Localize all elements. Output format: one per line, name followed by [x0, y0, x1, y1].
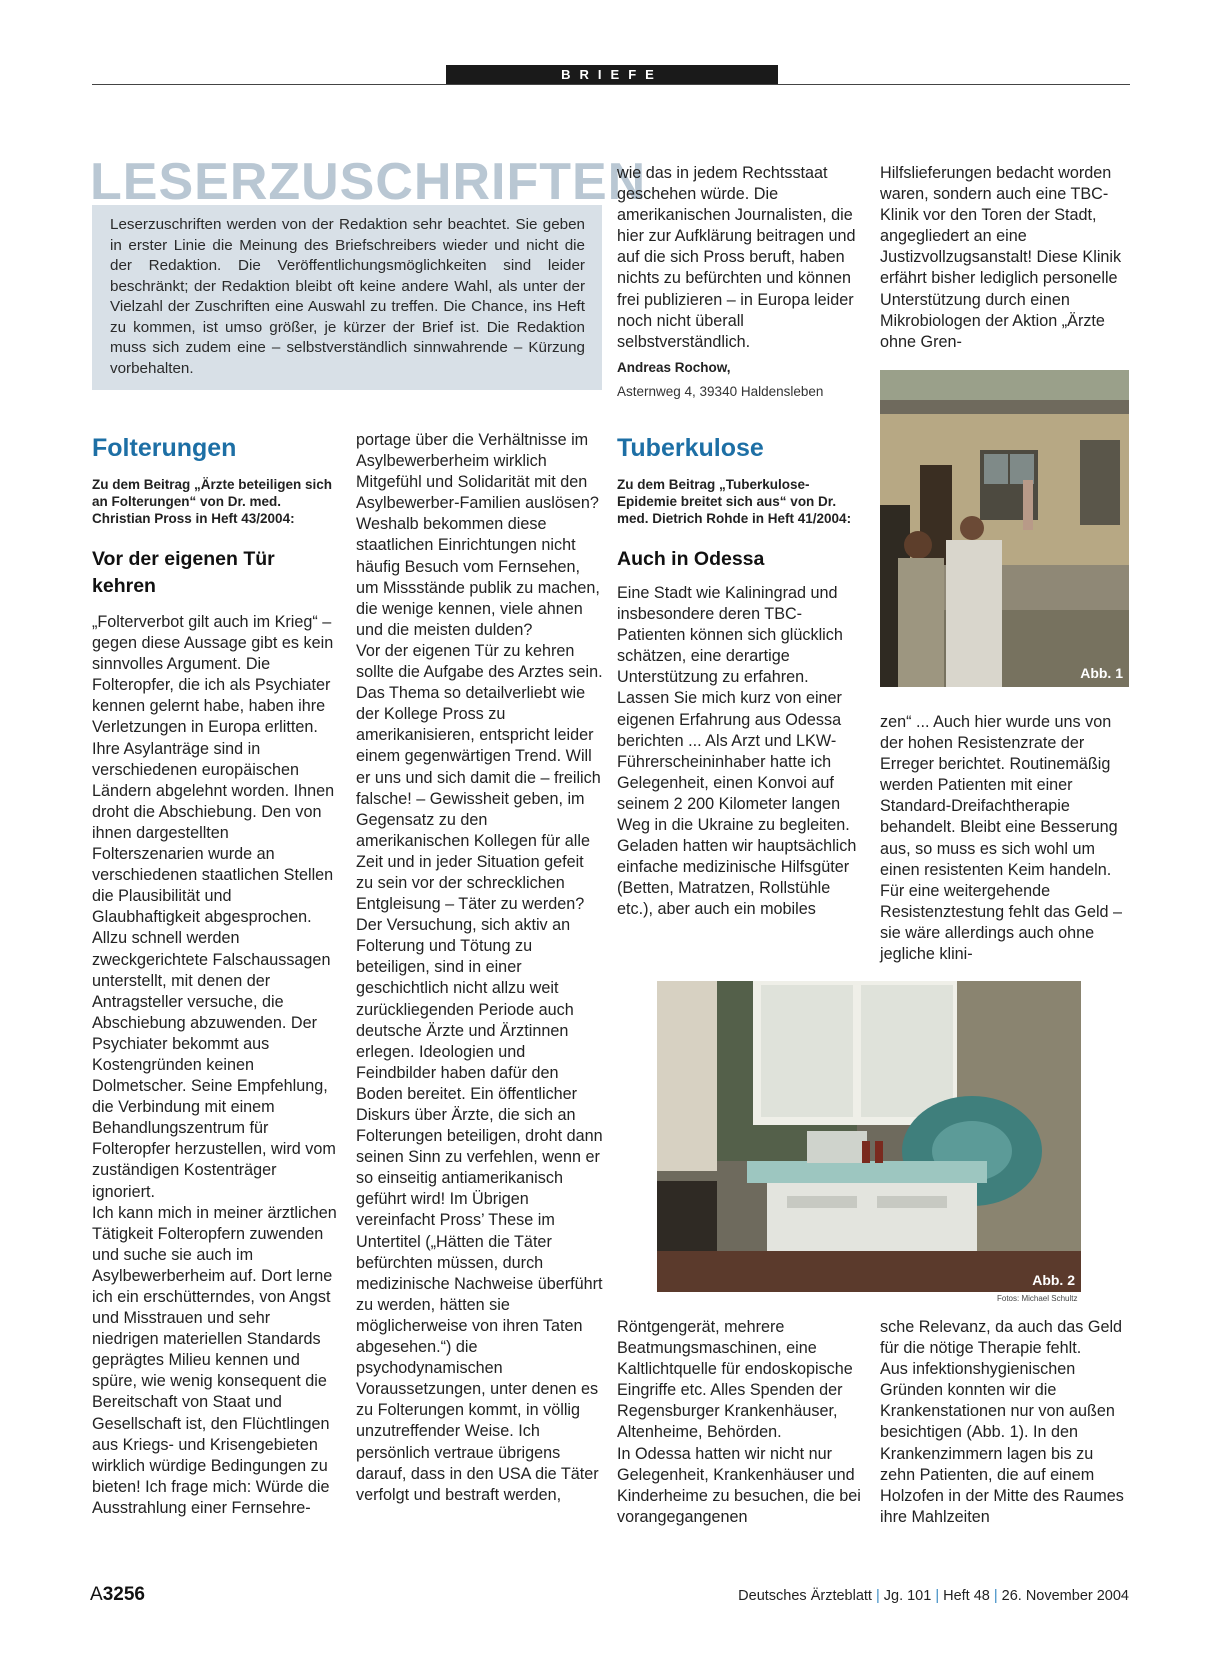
prev-letter-author: Andreas Rochow, [617, 359, 731, 375]
header-rule [92, 84, 1130, 85]
journal-date: 26. November 2004 [1001, 1588, 1129, 1604]
folterungen-col1-text: „Folterverbot gilt auch im Krieg“ – gegen diese Aussage gibt es kein sinnvolles Argument. Die Folteropfer, die ich als Psychiater kennen gelernt habe, haben ihre Verletzungen in Europa erlitten. Ihre Asylanträge sind in verschiedenen europäischen Ländern abgelehnt worden. Ihnen droht die Abschiebung. Den von ihnen dargestellten Folterszenarien wurde an verschiedenen staatlichen Stellen die Plausibilität und Glaubhaftigkeit abgesprochen. Allzu schnell werden zweckgerichtete Falschaussagen unterstellt, mit denen der Antragsteller versuche, die Abschiebung abzuwenden. Der Psychiater bekommt aus Kostengründen keinen Dolmetscher. Seine Empfehlung, die Verbindung mit einem Behandlungszentrum für Folteropfer herzustellen, wird vom zuständigen Kostenträger ignoriert. [92, 613, 336, 1201]
journal-footer: Deutsches Ärzteblatt | Jg. 101 | Heft 48 | 26. November 2004 [738, 1588, 1129, 1604]
tbc-col4-bottom [880, 1317, 1129, 1528]
tuberkulose-col3-text: Eine Stadt wie Kaliningrad und insbesondere deren TBC-Patienten können sich glücklich schätzen, eine derartige Unterstützung zu erfahren. Lassen Sie mich kurz von einer eigenen Erfahrung aus Odessa berichten ... Als Arzt und LKW-Führerscheininhaber hatte ich Gelegenheit, einen Konvoi auf seinem 2 200 Kilometer langen Weg in die Ukraine zu begleiten. Geladen hatten wir hauptsächlich einfache medizinische Hilfsgüter (Betten, Matratzen, Rollstühle etc.), aber auch ein mobiles [617, 584, 857, 919]
journal-volume: Jg. 101 [883, 1588, 932, 1604]
tbc-col4-mid-text: zen“ ... Auch hier wurde uns von der hohen Resistenzrate der Erreger berichtet. Routinemäßig werden Patienten mit einer Standard-Dreifachtherapie behandelt. Bleibt eine Besserung aus, so muss es sich wohl um einen resistenten Keim handeln. Für eine weitergehende Resistenztestung fehlt das Geld – sie wäre allerdings auch ohne jegliche klini- [880, 713, 1123, 964]
page-prefix: A [90, 1584, 103, 1605]
folterungen-col2 [356, 430, 604, 1506]
figure-1-label: Abb. 1 [1080, 665, 1123, 681]
tuberkulose-col3 [617, 432, 865, 921]
tuberkulose-letter-title: Auch in Odessa [617, 548, 765, 570]
figure-1-photo [880, 370, 1129, 687]
prev-letter-address: Asternweg 4, 39340 Haldensleben [617, 383, 824, 399]
tuberkulose-reference: Zu dem Beitrag „Tuberkulose-Epidemie breitet sich aus“ von Dr. med. Dietrich Rohde in Heft 41/2004: [617, 477, 852, 526]
tbc-col4-bottom-text-2: Aus infektionshygienischen Gründen konnten wir die Krankenstationen nur von außen besichtigen (Abb. 1). In den Krankenzimmern lagen bis zu zehn Patienten, die auf einem Holzofen in der Mitte des Raumes ihre Mahlzeiten [880, 1360, 1124, 1526]
prev-letter-text: wie das in jedem Rechtsstaat geschehen würde. Die amerikanischen Journalisten, die hier zur Aufklärung beitragen und auf die sich Pross beruft, haben nichts zu befürchten und können frei publizieren – in Europa leider noch nicht überall selbstverständlich. [617, 164, 856, 351]
folterungen-col1 [92, 432, 340, 1519]
journal-name: Deutsches Ärzteblatt [738, 1588, 872, 1604]
tbc-col3-bottom-text: Röntgengerät, mehrere Beatmungsmaschinen, eine Kaltlichtquelle für endoskopische Eingriffe etc. Alles Spenden der Regensburger Krankenhäuser, Altenheime, Behörden. [617, 1318, 853, 1442]
intro-text: Leserzuschriften werden von der Redaktion sehr beachtet. Sie geben in erster Linie die Meinung des Briefschreibers wieder und nicht die der Redaktion. Die Veröffentlichungsmöglichkeiten sind leider beschränkt; der Redaktion bleibt oft keine andere Wahl, als unter der Vielzahl der Zuschriften eine Auswahl zu treffen. Die Chance, ins Heft zu kommen, ist umso größer, je kürzer der Brief ist. Die Redaktion muss sich zudem eine – selbstverständlich sinnwahrende – Kürzung vorbehalten. [110, 216, 585, 377]
clinic-building-image [880, 370, 1129, 687]
tbc-col4-top [880, 163, 1128, 353]
figure-2-label: Abb. 2 [1032, 1272, 1075, 1288]
tbc-col4-top-text: Hilfslieferungen bedacht worden waren, sondern auch eine TBC-Klinik vor den Toren der Stadt, angegliedert an eine Justizvollzugsanstalt! Diese Klinik erfährt bisher lediglich personelle Unterstützung durch einen Mikrobiologen der Aktion „Ärzte ohne Gren- [880, 164, 1122, 351]
section-title-tuberkulose: Tuberkulose [617, 434, 764, 462]
tbc-col3-bottom-text-2: In Odessa hatten wir nicht nur Gelegenheit, Krankenhäuser und Kinderheime zu besuchen, die bei vorangegangenen [617, 1444, 861, 1526]
prev-letter [617, 163, 862, 402]
folterungen-col1-text-2: Ich kann mich in meiner ärztlichen Tätigkeit Folteropfern zuwenden und suche sie auch im Asylbewerberheim auf. Dort lerne ich ein erschütterndes, von Angst und Misstrauen und sehr niedrigen materiellen Standards geprägtes Milieu kennen und spüre, wie wenig konsequent die Bereitschaft von Staat und Gesellschaft ist, den Flüchtlingen aus Kriegs- und Krisengebieten wirklich würdige Bedingungen zu bieten! Ich frage mich: Würde die Ausstrahlung einer Fernsehre- [92, 1203, 337, 1517]
clinic-room-image [657, 981, 1081, 1292]
section-header: BRIEFE [446, 65, 778, 85]
tbc-col4-bottom-text: sche Relevanz, da auch das Geld für die nötige Therapie fehlt. [880, 1318, 1123, 1358]
tbc-col4-mid [880, 712, 1129, 965]
section-title-folterungen: Folterungen [92, 434, 237, 462]
page-number-value: 3256 [102, 1584, 145, 1605]
figure-2-photo [657, 981, 1081, 1292]
folterungen-col2-text: portage über die Verhältnisse im Asylbewerberheim wirklich Mitgefühl und Solidarität mit den Asylbewerber-Familien auslösen? Weshalb bekommen diese staatlichen Einrichtungen nicht häufig Besuch vom Fernsehen, um Missstände publik zu machen, die wenige kennen, viele ahnen und die meisten dulden? [356, 431, 600, 639]
page-title: LESERZUSCHRIFTEN [90, 153, 647, 211]
folterungen-col2-text-2: Vor der eigenen Tür zu kehren sollte die Aufgabe des Arztes sein. Das Thema so detailverliebt wie der Kollege Pross zu amerikanisieren, entspricht leider einem gegenwärtigen Trend. Will er uns und sich damit die – freilich falsche! – Gewissheit geben, im Gegensatz zu den amerikanischen Kollegen für alle Zeit und in jeder Situation gefeit zu sein vor der schrecklichen Entgleisung – Täter zu werden? Der Versuchung, sich aktiv an Folterung und Tötung zu beteiligen, sind in einer geschichtlich nicht allzu weit zurückliegenden Periode auch deutsche Ärzte und Ärztinnen erlegen. Ideologien und Feindbilder haben dafür den Boden bereitet. Ein öffentlicher Diskurs über Ärzte, die sich an Folterungen beteiligen, droht dann seinen Sinn zu verfehlen, wenn er so einseitig antiamerikanisch geführt wird! Im Übrigen vereinfacht Pross’ These im Untertitel („Hätten die Täter befürchten müssen, durch medizinische Nachweise überführt zu werden, hätten sie möglicherweise von ihren Taten abgesehen.“) die psychodynamischen Voraussetzungen, unter denen es zu Folterungen kommt, in völlig unzutreffender Weise. Ich persönlich vertraue übrigens darauf, dass in den USA die Täter verfolgt und bestraft werden, [356, 641, 603, 1504]
tbc-col3-bottom [617, 1317, 865, 1528]
folterungen-letter-title: Vor der eigenen Tür kehren [92, 548, 275, 597]
photo-credit: Fotos: Michael Schultz [997, 1294, 1078, 1303]
journal-issue: Heft 48 [943, 1588, 990, 1604]
page-number [90, 1584, 145, 1606]
folterungen-reference: Zu dem Beitrag „Ärzte beteiligen sich an Folterungen“ von Dr. med. Christian Pross in Heft 43/2004: [92, 477, 333, 526]
